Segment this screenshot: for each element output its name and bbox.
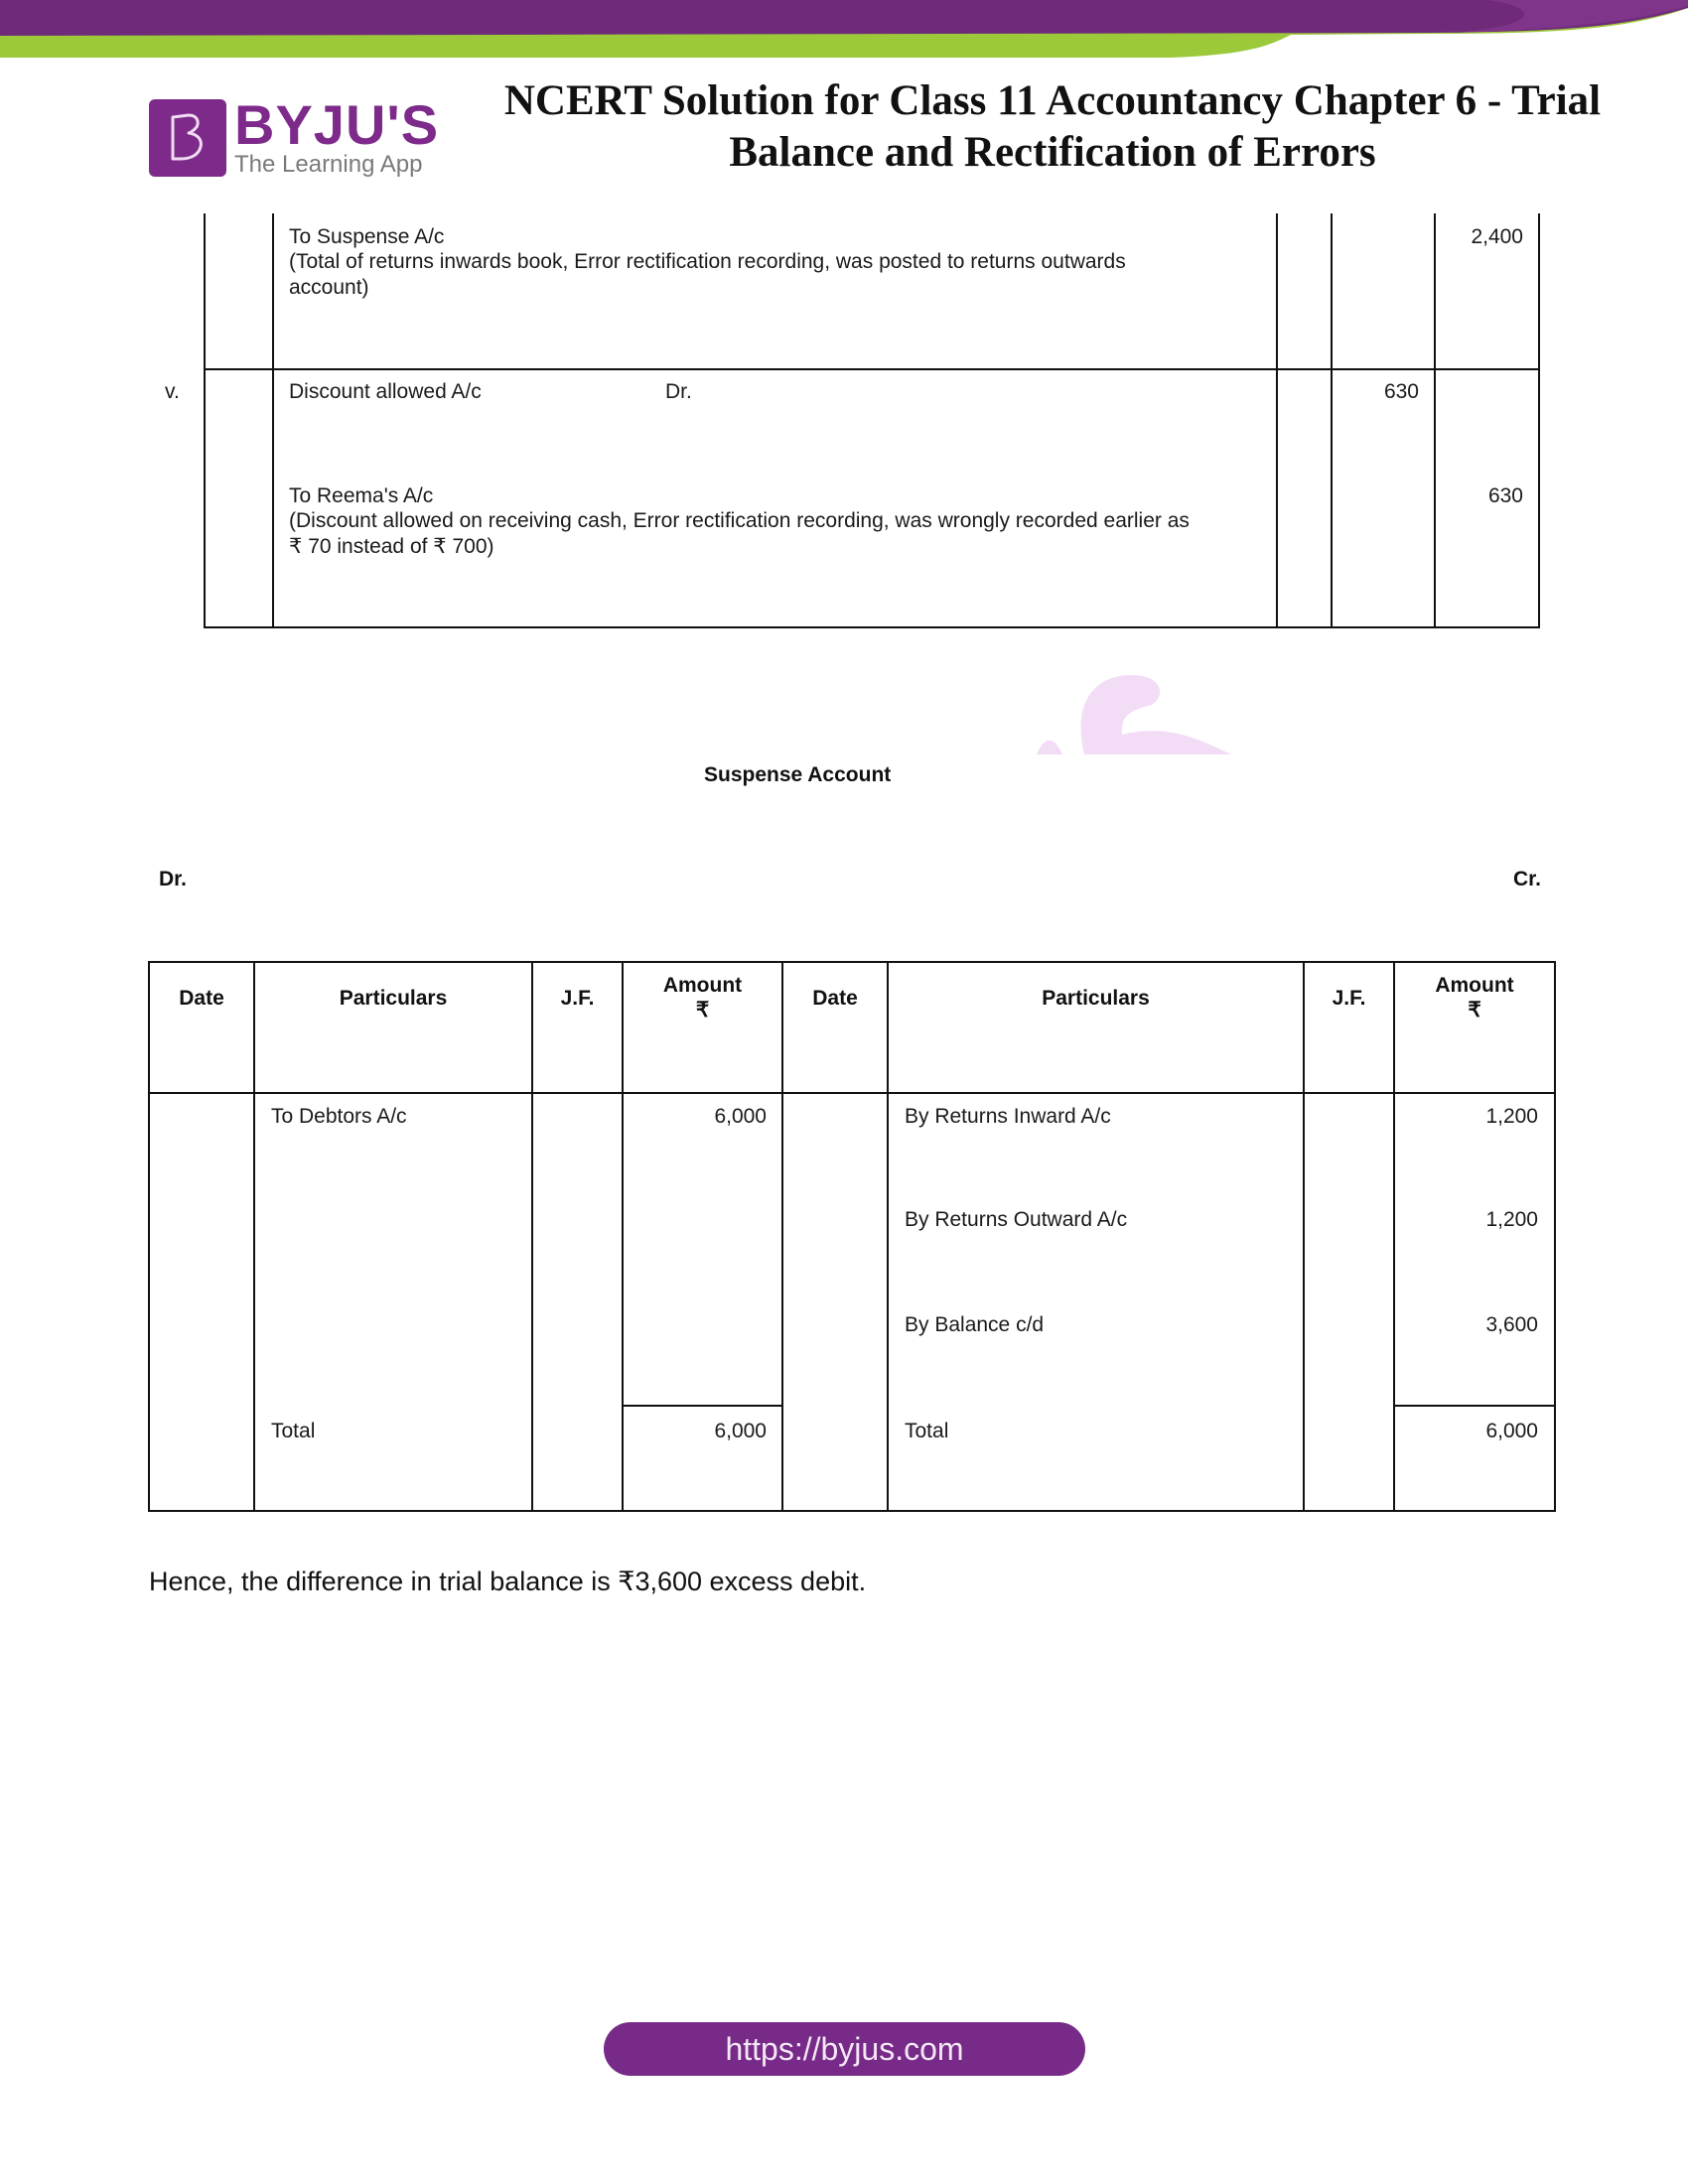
debit-particulars: To Debtors A/c [271,1105,407,1128]
journal-col-divider [1434,213,1436,628]
journal-narration: (Discount allowed on receiving cash, Error rectification recording, was wrongly recorded earlier as [289,509,1190,532]
journal-cr-amount: 630 [1487,484,1523,507]
ledger-border-right [1554,961,1556,1512]
journal-row-divider [204,368,1540,370]
journal-dr-marker: Dr. [665,380,692,403]
journal-narration: account) [289,276,369,299]
header-jf-cr: J.F. [1332,987,1366,1010]
debit-total-amount: 6,000 [714,1420,767,1442]
ledger-col-divider [622,961,624,1512]
brand-name: BYJU'S [234,93,440,156]
byjus-logo-icon [149,99,226,177]
debit-total-label: Total [271,1420,316,1442]
page-title-line1: NCERT Solution for Class 11 Accountancy Chapter 6 - Trial [503,77,1602,124]
ledger-col-divider [1303,961,1305,1512]
header-banner [0,0,1688,69]
header-particulars-cr: Particulars [1042,987,1150,1010]
journal-particulars: Discount allowed A/c [289,380,482,403]
credit-side-label: Cr. [1513,868,1542,890]
logo-b-glyph-icon [167,113,207,161]
credit-particulars: By Returns Outward A/c [905,1208,1128,1231]
brand-tagline: The Learning App [234,151,423,178]
ledger-header-divider [148,1092,1556,1094]
rupee-icon: ₹ [695,999,710,1022]
debit-amount: 6,000 [714,1105,767,1128]
header-date-dr: Date [179,987,224,1010]
ledger-col-divider [887,961,889,1512]
credit-amount: 1,200 [1485,1208,1538,1231]
header-particulars-dr: Particulars [339,987,448,1010]
byjus-watermark-icon [1033,665,1231,754]
journal-border-left [204,213,206,628]
credit-total-amount: 6,000 [1485,1420,1538,1442]
ledger-border-top [148,961,1556,963]
ledger-col-divider [253,961,255,1512]
journal-dr-amount: 630 [1383,380,1419,403]
page-title [467,75,1638,179]
ledger-col-divider [531,961,533,1512]
header-amount-label: Amount [1435,974,1514,997]
conclusion-text: Hence, the difference in trial balance is ₹3,600 excess debit. [149,1567,867,1596]
suspense-account-title: Suspense Account [704,763,892,786]
debit-total-rule [623,1405,782,1407]
page-title-line2: Balance and Rectification of Errors [729,129,1376,176]
journal-col-divider [272,213,274,628]
ledger-border-left [148,961,150,1512]
ledger-col-divider [1393,961,1395,1512]
credit-particulars: By Returns Inward A/c [905,1105,1111,1128]
journal-col-divider [1331,213,1333,628]
journal-cr-amount: 2,400 [1471,225,1523,248]
header-date-cr: Date [812,987,858,1010]
credit-total-label: Total [905,1420,949,1442]
credit-total-rule [1394,1405,1555,1407]
credit-amount: 1,200 [1485,1105,1538,1128]
header-jf-dr: J.F. [560,987,595,1010]
journal-cr-particulars: To Reema's A/c [289,484,434,507]
ledger-border-bottom [148,1510,1556,1512]
credit-amount: 3,600 [1485,1313,1538,1336]
journal-particulars: To Suspense A/c [289,225,445,248]
debit-side-label: Dr. [159,868,188,890]
header-amount-label: Amount [662,974,743,997]
header-amount-dr [624,973,781,1023]
footer-url-link[interactable]: https://byjus.com [604,2022,1085,2076]
ledger-center-divider [781,961,783,1512]
journal-border-right [1538,213,1540,628]
rupee-icon: ₹ [1468,999,1481,1022]
journal-border-bottom [204,626,1540,628]
journal-narration: ₹ 70 instead of ₹ 700) [289,535,494,558]
credit-particulars: By Balance c/d [905,1313,1045,1336]
journal-serial-number: v. [165,380,180,403]
journal-col-divider [1276,213,1278,628]
header-amount-cr [1395,973,1554,1023]
journal-narration: (Total of returns inwards book, Error rectification recording, was posted to returns outwards [289,250,1126,273]
